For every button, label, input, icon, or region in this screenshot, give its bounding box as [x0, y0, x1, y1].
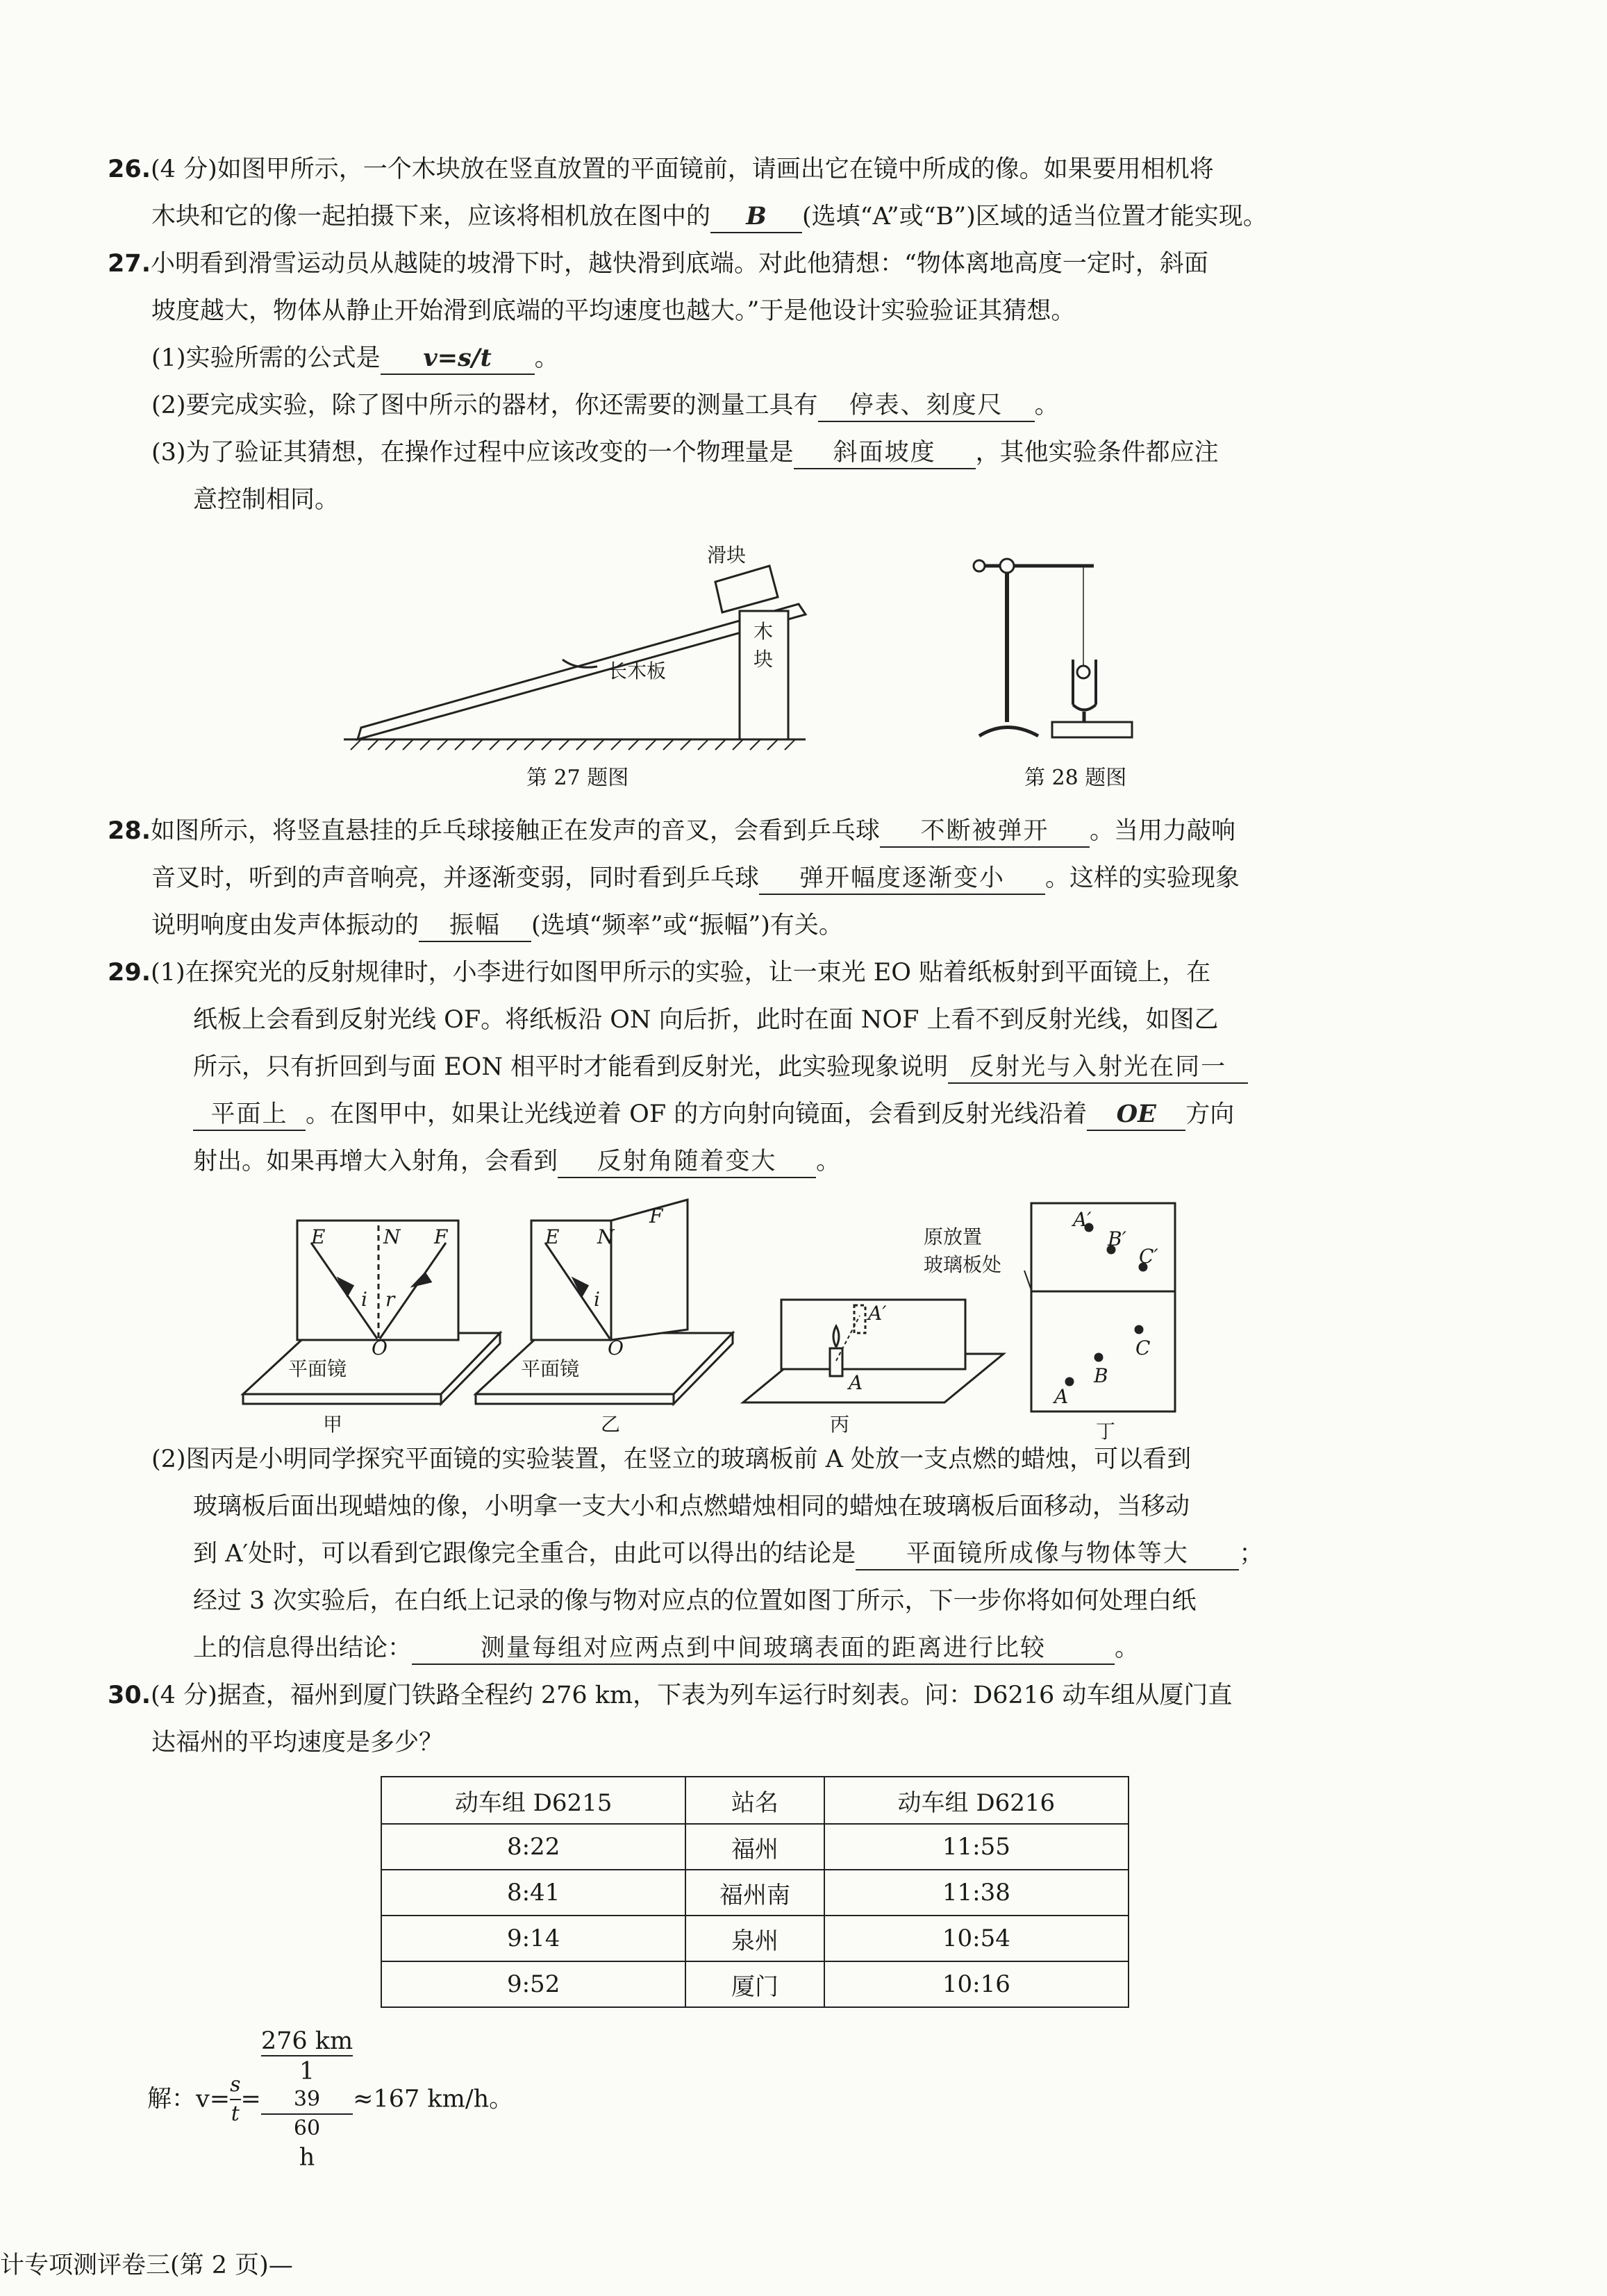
q28-line3: 说明响度由发声体振动的 振幅 (选填“频率”或“振幅”)有关。	[151, 910, 843, 942]
q27-line2: 坡度越大，物体从静止开始滑到底端的平均速度也越大。”于是他设计实验验证其猜想。	[151, 297, 1076, 325]
q29-line5: 射出。如果再增大入射角，会看到 反射角随着变大 。	[193, 1146, 840, 1178]
table-cell: 厦门	[685, 1961, 824, 2007]
fig29-jia-mirror: 平面镜	[288, 1357, 347, 1380]
table-header-cell: 动车组 D6216	[824, 1777, 1129, 1824]
q28-answer1: 不断被弹开	[880, 816, 1090, 848]
fig29-yi-label: 乙	[601, 1413, 621, 1436]
fig27-board-label: 长木板	[608, 660, 667, 682]
table-cell: 11:38	[824, 1870, 1129, 1916]
fig29-ding-label: 丁	[1096, 1420, 1116, 1443]
fig29-yi-E: E	[545, 1225, 560, 1248]
q27-answer3: 斜面坡度	[794, 437, 976, 469]
q29-p2-line4: 经过 3 次实验后，在白纸上记录的像与物对应点的位置如图丁所示，下一步你将如何处理白纸	[193, 1587, 1197, 1615]
q29-answer1b: 平面上	[193, 1099, 306, 1131]
fig29-bing-Ap: A′	[868, 1302, 887, 1325]
fig27-slider-label: 滑块	[707, 544, 747, 567]
q28-line2: 音叉时，听到的声音响亮，并逐渐变弱，同时看到乒乓球 弹开幅度逐渐变小 。这样的实验现象	[151, 863, 1240, 895]
fig27-caption: 第 27 题图	[526, 766, 629, 790]
fig29-jia-r: r	[385, 1288, 395, 1311]
table-row	[381, 1824, 1129, 1870]
table-header-row	[381, 1777, 1129, 1824]
q26-line2: 木块和它的像一起拍摄下来，应该将相机放在图中的 B (选填“A”或“B”)区域的适当位置才能实现。	[151, 201, 1267, 233]
table-cell: 10:16	[824, 1961, 1129, 2007]
fig29-jia-i: i	[361, 1288, 367, 1311]
q30-line2: 达福州的平均速度是多少？	[151, 1729, 444, 1757]
table-row	[381, 1870, 1129, 1916]
fig29-yi-O: O	[608, 1336, 624, 1359]
train-timetable	[381, 1776, 1129, 2008]
q29-line2: 纸板上会看到反射光线 OF。将纸板沿 ON 向后折，此时在面 NOF 上看不到反射光线，如图乙	[193, 1006, 1219, 1034]
table-cell: 9:52	[381, 1961, 685, 2007]
q29-answer5: 测量每组对应两点到中间玻璃表面的距离进行比较	[412, 1633, 1115, 1665]
q27-part1: (1)实验所需的公式是 v=s/t 。	[151, 343, 559, 375]
fig29-jia-O: O	[372, 1336, 388, 1359]
fig29-jia-N: N	[383, 1225, 401, 1248]
q29-p2-line5: 上的信息得出结论： 测量每组对应两点到中间玻璃表面的距离进行比较 。	[193, 1633, 1139, 1665]
q29-line4: 平面上 。在图甲中，如果让光线逆着 OF 的方向射向镜面，会看到反射光线沿着 OE 方向	[193, 1099, 1234, 1131]
table-cell: 福州南	[685, 1870, 824, 1916]
fig29-yi-mirror: 平面镜	[521, 1357, 580, 1380]
solution-fraction-st: $\frac{s}{t}$	[230, 2072, 241, 2126]
q30-number: 30.	[108, 1682, 151, 1709]
fig29-ding-Cp: C′	[1139, 1245, 1158, 1268]
fig29-ding-Ap: A′	[1073, 1208, 1092, 1231]
table-cell: 11:55	[824, 1824, 1129, 1870]
fig28-tuning-fork	[974, 559, 1132, 737]
q28-answer2: 弹开幅度逐渐变小	[759, 863, 1045, 895]
q26-number: 26.	[108, 156, 151, 183]
fig29-ding-orig1: 原放置	[924, 1225, 983, 1248]
fig29-ding-Bp: B′	[1108, 1227, 1126, 1250]
q29-answer4: 平面镜所成像与物体等大	[856, 1539, 1239, 1570]
table-cell: 8:22	[381, 1824, 685, 1870]
fig29-ding-A: A	[1054, 1385, 1069, 1408]
table-cell: 福州	[685, 1824, 824, 1870]
q29-p2-line2: 玻璃板后面出现蜡烛的像，小明拿一支大小和点燃蜡烛相同的蜡烛在玻璃板后面移动，当移动	[193, 1493, 1190, 1520]
fig29-ding-orig2: 玻璃板处	[924, 1253, 1002, 1276]
table-header-cell: 动车组 D6215	[381, 1777, 685, 1824]
q28-line1: 28.如图所示，将竖直悬挂的乒乓球接触正在发声的音叉，会看到乒乓球 不断被弹开 。当用力敲响	[108, 816, 1235, 848]
q27-part2: (2)要完成实验，除了图中所示的器材，你还需要的测量工具有 停表、刻度尺 。	[151, 390, 1059, 422]
fig29-jia-E: E	[311, 1225, 326, 1248]
fig29-ding-B: B	[1094, 1364, 1108, 1387]
fig29-jia-label: 甲	[323, 1413, 343, 1436]
table-cell: 9:14	[381, 1916, 685, 1961]
q29-number: 29.	[108, 959, 151, 987]
q29-answer3: 反射角随着变大	[558, 1146, 816, 1178]
table-row	[381, 1916, 1129, 1961]
q27-part3: (3)为了验证其猜想，在操作过程中应该改变的一个物理量是 斜面坡度 ，其他实验条件都应注	[151, 437, 1219, 469]
page-footer: 计专项测评卷三(第 2 页)—	[0, 2252, 293, 2279]
fig28-caption: 第 28 题图	[1024, 766, 1127, 790]
q30-line1: 30.(4 分)据查，福州到厦门铁路全程约 276 km，下表为列车运行时刻表。问：D6216 动车组从厦门直	[108, 1682, 1233, 1709]
q27-part3-cont: 意控制相同。	[193, 486, 340, 514]
q29-answer2: OE	[1087, 1099, 1185, 1131]
fig29-bing-label: 丙	[830, 1413, 850, 1436]
q27-number: 27.	[108, 250, 151, 278]
table-row	[381, 1961, 1129, 2007]
q30-solution: 解：v= $\frac{s}{t}$ = 276 km 1 39 60 h ≈167 km/h。	[147, 2027, 514, 2171]
table-cell: 10:54	[824, 1916, 1129, 1961]
fig29-ding-C: C	[1135, 1336, 1151, 1359]
table-header-cell: 站名	[685, 1777, 824, 1824]
q28-number: 28.	[108, 817, 151, 845]
q29-line3: 所示，只有折回到与面 EON 相平时才能看到反射光，此实验现象说明 反射光与入射光在同一	[193, 1052, 1248, 1084]
fig29-yi-F: F	[649, 1205, 663, 1227]
fig29-bing-A: A	[849, 1371, 863, 1394]
q26-answer: B	[710, 201, 802, 233]
table-cell: 泉州	[685, 1916, 824, 1961]
q29-answer1a: 反射光与入射光在同一	[948, 1052, 1248, 1084]
fig29-jia	[243, 1221, 500, 1404]
q27-line1: 27.小明看到滑雪运动员从越陡的坡滑下时，越快滑到底端。对此他猜想：“物体离地高度一定时，斜面	[108, 250, 1208, 278]
table-cell: 8:41	[381, 1870, 685, 1916]
q29-p2-line3: 到 A′处时，可以看到它跟像完全重合，由此可以得出的结论是 平面镜所成像与物体等大 ；	[193, 1539, 1263, 1570]
fig29-yi-N: N	[597, 1225, 615, 1248]
solution-fraction-value: 276 km 1 39 60 h	[260, 2027, 353, 2171]
q28-answer3: 振幅	[419, 910, 531, 942]
fig29-yi-i: i	[594, 1288, 600, 1311]
fig29-jia-F: F	[434, 1225, 448, 1248]
q26-line1: 26.(4 分)如图甲所示，一个木块放在竖直放置的平面镜前，请画出它在镜中所成的像。如果要用相机将	[108, 156, 1214, 183]
q29-p2-line1: (2)图丙是小明同学探究平面镜的实验装置，在竖立的玻璃板前 A 处放一支点燃的蜡烛，可以看到	[151, 1446, 1192, 1473]
q27-answer1: v=s/t	[381, 343, 535, 375]
q29-line1: 29.(1)在探究光的反射规律时，小李进行如图甲所示的实验，让一束光 EO 贴着纸板射到平面镜上，在	[108, 959, 1211, 987]
fig27-block-label: 木 块	[753, 620, 774, 671]
fig27-incline	[344, 566, 806, 750]
q27-answer2: 停表、刻度尺	[818, 390, 1035, 422]
